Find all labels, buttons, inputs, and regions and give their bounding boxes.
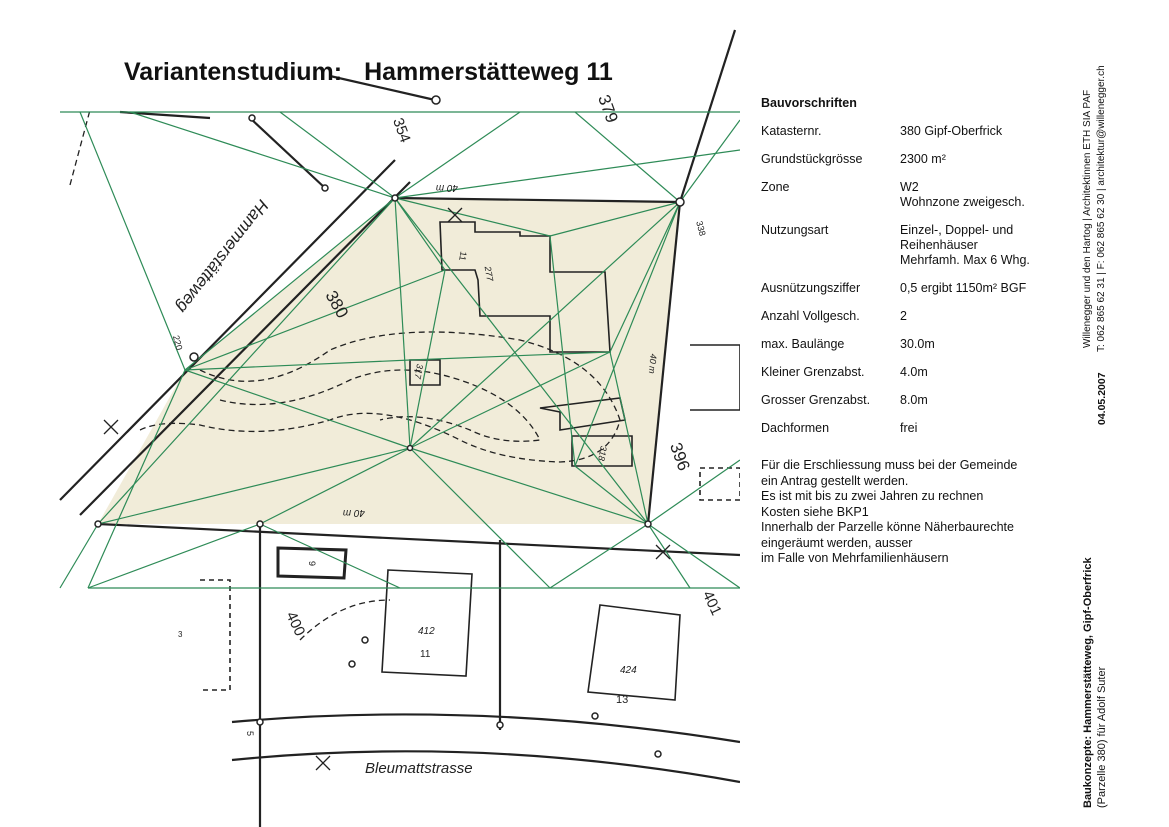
project-subtitle-line: (Parzelle 380) für Adolf Suter xyxy=(1096,666,1108,808)
project-title-line: Baukonzepte: Hammerstätteweg, Gipf-Oberfrick xyxy=(1082,557,1094,808)
title-prefix: Variantenstudium: xyxy=(124,58,343,86)
measure-label-bottom: 40 m xyxy=(342,507,365,518)
building-label-13: 13 xyxy=(616,694,629,706)
project-title-vertical xyxy=(1082,557,1094,808)
regulation-row xyxy=(761,152,1061,167)
firm-contact-line: T: 062 865 62 31 | F: 062 865 62 30 | architektur@willenegger.ch xyxy=(1096,65,1107,352)
regulation-row xyxy=(761,124,1061,139)
regulation-key: max. Baulänge xyxy=(761,337,845,351)
regulation-key: Katasternr. xyxy=(761,124,822,138)
building-label-424: 424 xyxy=(620,665,637,676)
regulation-value: Einzel-, Doppel- und Reihenhäuser Mehrfamh. Max 6 Whg. xyxy=(900,223,1030,267)
regulation-key: Kleiner Grenzabst. xyxy=(761,365,865,379)
regulation-row xyxy=(761,223,1061,268)
building-label-318: 318 xyxy=(596,445,609,462)
regulation-row xyxy=(761,180,1061,210)
regulation-key: Nutzungsart xyxy=(761,223,829,237)
regulation-value: 2 xyxy=(900,309,907,323)
regulation-value: 4.0m xyxy=(900,365,928,379)
plot-label-379: 379 xyxy=(594,92,622,126)
building-label-11: 11 xyxy=(420,649,431,660)
plot-label-3: 3 xyxy=(178,630,183,639)
point-label-338: 338 xyxy=(694,219,708,237)
plot-label-401: 401 xyxy=(698,588,725,619)
garage-label: 9 xyxy=(307,561,317,567)
regulation-row xyxy=(761,393,1061,408)
point-label-5: 5 xyxy=(245,731,255,737)
regulation-key: Zone xyxy=(761,180,790,194)
regulation-key: Anzahl Vollgesch. xyxy=(761,309,860,323)
regulation-row xyxy=(761,309,1061,324)
regulation-value: 8.0m xyxy=(900,393,928,407)
date-vertical xyxy=(1096,372,1108,425)
title-address: Hammerstätteweg 11 xyxy=(364,58,613,86)
parcel-number-label: 380 xyxy=(321,287,353,322)
regulation-value: W2 Wohnzone zweigesch. xyxy=(900,180,1025,209)
regulation-key: Grundstückgrösse xyxy=(761,152,863,166)
regulation-row xyxy=(761,365,1061,380)
regulation-value: 380 Gipf-Oberfrick xyxy=(900,124,1003,138)
building-regulations-panel xyxy=(761,96,1061,567)
regulation-value: 30.0m xyxy=(900,337,935,351)
measure-label-top: 40 m xyxy=(435,182,458,193)
regulation-key: Grosser Grenzabst. xyxy=(761,393,871,407)
plot-label-396: 396 xyxy=(665,440,694,474)
point-label-220: 220 xyxy=(170,334,185,352)
street-label-hammerstaetteweg: Hammerstätteweg xyxy=(172,196,273,317)
regulations-heading: Bauvorschriften xyxy=(761,96,857,110)
building-label-317: 317 xyxy=(412,363,425,380)
regulation-row xyxy=(761,421,1061,436)
regulation-value: 0,5 ergibt 1150m² BGF xyxy=(900,281,1027,295)
measure-label-right: 40 m xyxy=(646,353,659,375)
document-date: 04.05.2007 xyxy=(1096,372,1108,425)
regulations-notes: Für die Erschliessung muss bei der Gemeinde ein Antrag gestellt werden. Es ist mit bis zu zwei Jahren zu rechnen Kosten siehe BKP1 Innerhalb der Parzelle könne Näherbaurechte eingeräumt werden, ausser im Falle von Mehrfamilienhäusern xyxy=(761,458,1018,565)
firm-name-line: Willenegger und den Hartog | Architektinnen ETH SIA PAF xyxy=(1082,89,1093,348)
page-title xyxy=(124,58,613,87)
plot-label-354: 354 xyxy=(389,115,414,146)
regulation-value: frei xyxy=(900,421,918,435)
regulation-value: 2300 m² xyxy=(900,152,946,166)
small-label-11: 11 xyxy=(457,250,469,262)
street-label-bleumattstrasse: Bleumattstrasse xyxy=(365,760,473,777)
plot-label-400: 400 xyxy=(282,608,309,639)
contact-vertical xyxy=(1096,65,1107,352)
regulation-row xyxy=(761,281,1061,296)
building-label-412: 412 xyxy=(418,626,435,637)
project-subtitle-vertical xyxy=(1096,667,1108,808)
regulation-row xyxy=(761,337,1061,352)
regulation-key: Dachformen xyxy=(761,421,830,435)
building-label-277: 277 xyxy=(482,265,496,282)
firm-vertical xyxy=(1082,90,1093,348)
regulation-key: Ausnützungsziffer xyxy=(761,281,861,295)
